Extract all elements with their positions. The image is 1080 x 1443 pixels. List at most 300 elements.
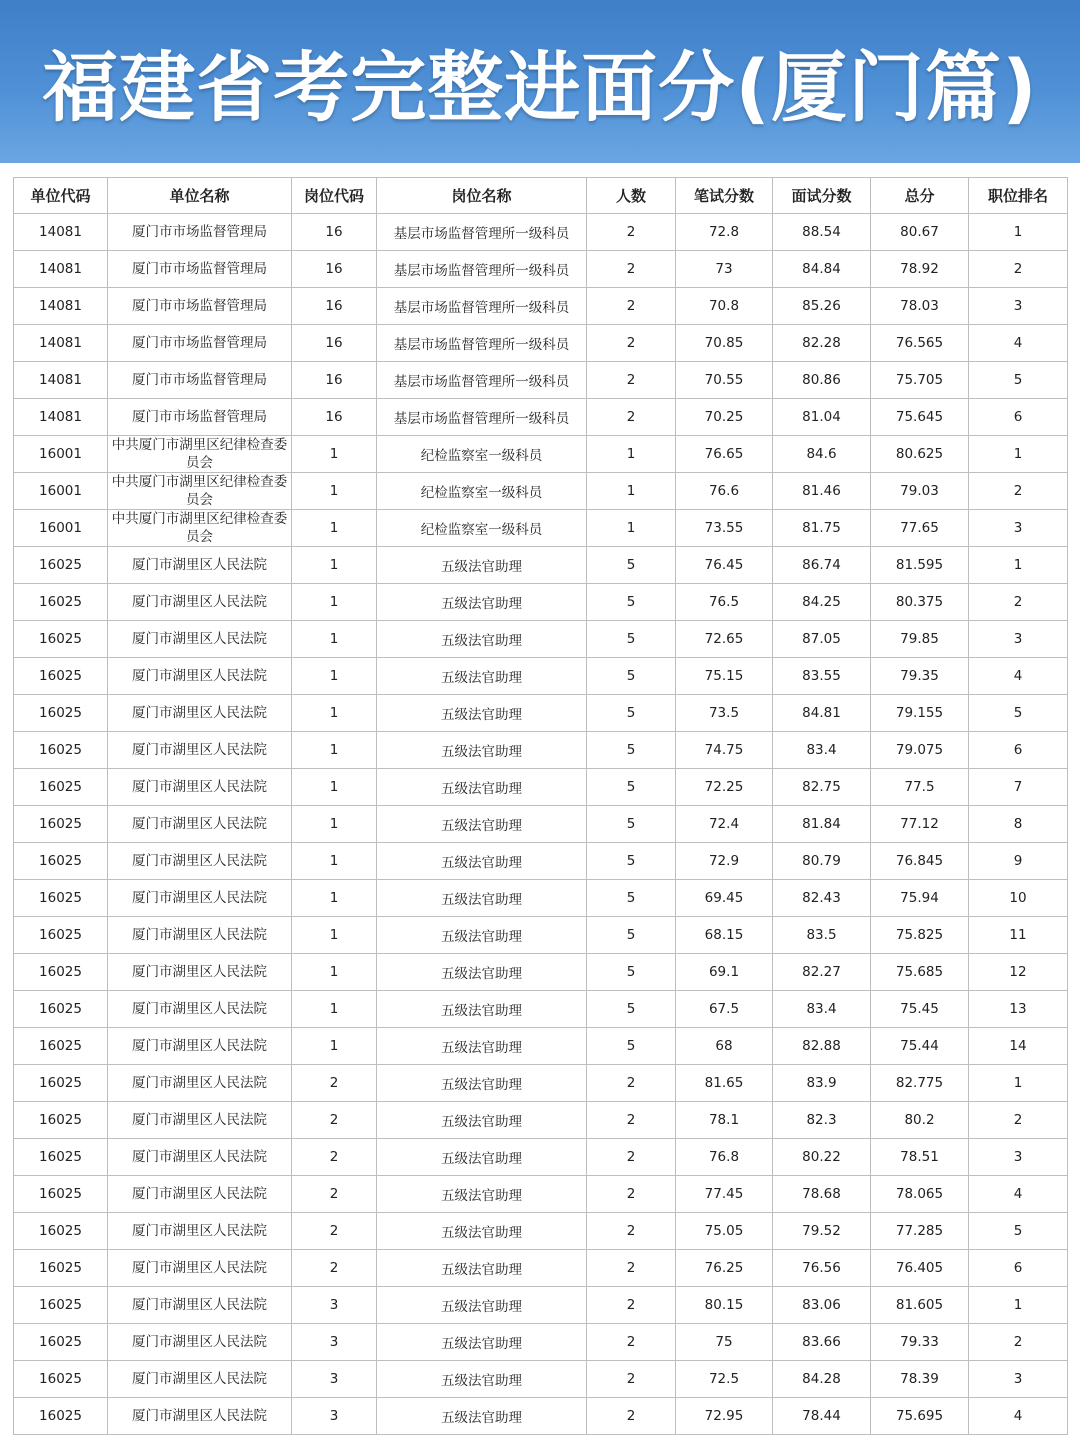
table-row [14,399,1068,436]
cell-headcount: 5 [587,917,676,954]
cell-post-name: 五级法官助理 [377,732,587,769]
cell-written-score: 77.45 [676,1176,773,1213]
table-row [14,1250,1068,1287]
cell-unit-code: 16025 [14,1287,108,1324]
cell-rank: 2 [969,1324,1068,1361]
cell-written-score: 70.55 [676,362,773,399]
cell-unit-name: 厦门市市场监督管理局 [108,399,292,436]
cell-unit-code: 16025 [14,806,108,843]
cell-unit-code: 16025 [14,732,108,769]
cell-unit-name: 厦门市湖里区人民法院 [108,1102,292,1139]
cell-total-score: 80.2 [871,1102,969,1139]
table-row [14,1139,1068,1176]
table-row [14,1176,1068,1213]
cell-headcount: 2 [587,1102,676,1139]
cell-total-score: 81.605 [871,1287,969,1324]
cell-total-score: 75.45 [871,991,969,1028]
cell-unit-name: 厦门市湖里区人民法院 [108,843,292,880]
cell-rank: 2 [969,1102,1068,1139]
cell-post-name: 五级法官助理 [377,1324,587,1361]
cell-written-score: 76.8 [676,1139,773,1176]
cell-post-name: 基层市场监督管理所一级科员 [377,288,587,325]
cell-unit-code: 16025 [14,1398,108,1435]
cell-post-name: 五级法官助理 [377,917,587,954]
header-unit-name: 单位名称 [108,178,292,214]
cell-post-code: 16 [292,214,377,251]
cell-headcount: 2 [587,1361,676,1398]
cell-rank: 12 [969,954,1068,991]
cell-written-score: 70.8 [676,288,773,325]
cell-post-name: 五级法官助理 [377,843,587,880]
cell-unit-name: 厦门市湖里区人民法院 [108,1398,292,1435]
cell-interview-score: 81.75 [773,510,871,547]
cell-total-score: 76.405 [871,1250,969,1287]
cell-rank: 3 [969,288,1068,325]
cell-headcount: 1 [587,436,676,473]
cell-written-score: 68.15 [676,917,773,954]
header-written-score: 笔试分数 [676,178,773,214]
cell-written-score: 72.9 [676,843,773,880]
cell-headcount: 2 [587,1250,676,1287]
cell-post-code: 1 [292,732,377,769]
header-total-score: 总分 [871,178,969,214]
cell-total-score: 82.775 [871,1065,969,1102]
cell-headcount: 2 [587,1213,676,1250]
cell-written-score: 67.5 [676,991,773,1028]
cell-headcount: 2 [587,325,676,362]
cell-headcount: 5 [587,695,676,732]
score-table [13,177,1068,1435]
cell-post-name: 五级法官助理 [377,621,587,658]
cell-interview-score: 78.68 [773,1176,871,1213]
cell-interview-score: 82.27 [773,954,871,991]
cell-post-name: 五级法官助理 [377,991,587,1028]
cell-written-score: 76.25 [676,1250,773,1287]
cell-total-score: 78.51 [871,1139,969,1176]
cell-rank: 6 [969,732,1068,769]
cell-rank: 14 [969,1028,1068,1065]
cell-written-score: 69.45 [676,880,773,917]
cell-total-score: 79.075 [871,732,969,769]
cell-written-score: 69.1 [676,954,773,991]
cell-post-code: 3 [292,1324,377,1361]
cell-rank: 7 [969,769,1068,806]
cell-interview-score: 84.28 [773,1361,871,1398]
table-row [14,362,1068,399]
cell-interview-score: 78.44 [773,1398,871,1435]
cell-rank: 10 [969,880,1068,917]
cell-total-score: 77.12 [871,806,969,843]
cell-unit-code: 16025 [14,1065,108,1102]
cell-total-score: 78.03 [871,288,969,325]
cell-rank: 1 [969,547,1068,584]
table-row [14,325,1068,362]
cell-post-code: 2 [292,1250,377,1287]
cell-post-code: 1 [292,547,377,584]
table-row [14,843,1068,880]
cell-post-name: 基层市场监督管理所一级科员 [377,399,587,436]
cell-unit-name: 厦门市湖里区人民法院 [108,1213,292,1250]
cell-interview-score: 83.4 [773,991,871,1028]
cell-headcount: 5 [587,547,676,584]
cell-post-code: 3 [292,1398,377,1435]
cell-written-score: 72.4 [676,806,773,843]
table-body [14,214,1068,1435]
cell-total-score: 77.5 [871,769,969,806]
title-banner [0,0,1080,163]
cell-post-code: 1 [292,621,377,658]
cell-post-name: 五级法官助理 [377,1176,587,1213]
cell-unit-code: 16001 [14,510,108,547]
cell-interview-score: 82.28 [773,325,871,362]
cell-written-score: 72.65 [676,621,773,658]
cell-post-name: 五级法官助理 [377,954,587,991]
cell-headcount: 1 [587,473,676,510]
cell-unit-name: 厦门市市场监督管理局 [108,214,292,251]
cell-unit-code: 16025 [14,584,108,621]
table-row [14,288,1068,325]
cell-written-score: 74.75 [676,732,773,769]
table-row [14,880,1068,917]
cell-written-score: 76.5 [676,584,773,621]
cell-post-name: 五级法官助理 [377,1287,587,1324]
cell-unit-code: 16025 [14,1324,108,1361]
cell-post-name: 五级法官助理 [377,1139,587,1176]
cell-rank: 8 [969,806,1068,843]
cell-rank: 5 [969,362,1068,399]
cell-headcount: 5 [587,584,676,621]
table-row [14,1398,1068,1435]
cell-interview-score: 85.26 [773,288,871,325]
cell-post-code: 2 [292,1065,377,1102]
cell-rank: 11 [969,917,1068,954]
cell-total-score: 79.33 [871,1324,969,1361]
cell-headcount: 2 [587,251,676,288]
cell-total-score: 75.44 [871,1028,969,1065]
table-row [14,251,1068,288]
cell-post-code: 2 [292,1213,377,1250]
cell-post-name: 纪检监察室一级科员 [377,510,587,547]
cell-unit-name: 厦门市湖里区人民法院 [108,1176,292,1213]
cell-headcount: 2 [587,362,676,399]
cell-unit-name: 厦门市市场监督管理局 [108,251,292,288]
table-row [14,1102,1068,1139]
cell-rank: 1 [969,436,1068,473]
cell-post-name: 五级法官助理 [377,1028,587,1065]
cell-unit-name: 厦门市湖里区人民法院 [108,806,292,843]
cell-post-name: 五级法官助理 [377,547,587,584]
table-row [14,732,1068,769]
table-row [14,954,1068,991]
cell-interview-score: 79.52 [773,1213,871,1250]
cell-post-name: 基层市场监督管理所一级科员 [377,251,587,288]
cell-total-score: 75.94 [871,880,969,917]
cell-rank: 5 [969,1213,1068,1250]
cell-total-score: 75.825 [871,917,969,954]
cell-post-name: 基层市场监督管理所一级科员 [377,325,587,362]
cell-post-name: 五级法官助理 [377,1213,587,1250]
cell-total-score: 79.155 [871,695,969,732]
cell-total-score: 80.67 [871,214,969,251]
cell-post-code: 1 [292,1028,377,1065]
cell-post-name: 五级法官助理 [377,880,587,917]
cell-headcount: 5 [587,658,676,695]
cell-total-score: 76.845 [871,843,969,880]
table-row [14,1213,1068,1250]
header-unit-code: 单位代码 [14,178,108,214]
table-row [14,695,1068,732]
cell-unit-code: 14081 [14,251,108,288]
cell-total-score: 77.65 [871,510,969,547]
cell-post-name: 五级法官助理 [377,695,587,732]
cell-total-score: 79.03 [871,473,969,510]
cell-interview-score: 82.88 [773,1028,871,1065]
cell-interview-score: 84.6 [773,436,871,473]
cell-rank: 2 [969,473,1068,510]
cell-unit-code: 16025 [14,1102,108,1139]
cell-headcount: 5 [587,880,676,917]
cell-rank: 3 [969,1139,1068,1176]
cell-written-score: 72.95 [676,1398,773,1435]
table-row [14,1065,1068,1102]
cell-unit-code: 14081 [14,362,108,399]
header-post-name: 岗位名称 [377,178,587,214]
cell-unit-code: 16001 [14,473,108,510]
cell-post-code: 2 [292,1102,377,1139]
cell-written-score: 70.25 [676,399,773,436]
cell-post-code: 1 [292,769,377,806]
cell-post-code: 1 [292,954,377,991]
score-table-wrapper [13,177,1068,1435]
header-rank: 职位排名 [969,178,1068,214]
cell-total-score: 75.645 [871,399,969,436]
cell-unit-code: 16025 [14,1250,108,1287]
cell-interview-score: 83.55 [773,658,871,695]
table-row [14,214,1068,251]
cell-post-code: 1 [292,843,377,880]
cell-unit-code: 16025 [14,991,108,1028]
table-row [14,917,1068,954]
cell-unit-code: 16025 [14,769,108,806]
cell-headcount: 2 [587,399,676,436]
cell-written-score: 72.25 [676,769,773,806]
cell-unit-name: 厦门市湖里区人民法院 [108,880,292,917]
cell-rank: 3 [969,621,1068,658]
cell-total-score: 78.39 [871,1361,969,1398]
cell-unit-code: 16025 [14,1139,108,1176]
table-row [14,510,1068,547]
cell-interview-score: 88.54 [773,214,871,251]
cell-interview-score: 82.43 [773,880,871,917]
cell-written-score: 72.8 [676,214,773,251]
cell-post-code: 3 [292,1361,377,1398]
cell-interview-score: 84.84 [773,251,871,288]
cell-unit-name: 厦门市湖里区人民法院 [108,584,292,621]
cell-headcount: 2 [587,1287,676,1324]
cell-post-name: 五级法官助理 [377,658,587,695]
cell-rank: 2 [969,251,1068,288]
cell-rank: 1 [969,1287,1068,1324]
cell-unit-code: 16025 [14,547,108,584]
table-row [14,473,1068,510]
cell-post-code: 1 [292,695,377,732]
cell-post-code: 16 [292,288,377,325]
cell-unit-code: 14081 [14,288,108,325]
cell-post-name: 纪检监察室一级科员 [377,436,587,473]
cell-interview-score: 81.04 [773,399,871,436]
cell-post-code: 16 [292,399,377,436]
cell-total-score: 79.85 [871,621,969,658]
cell-unit-code: 14081 [14,214,108,251]
table-row [14,658,1068,695]
cell-interview-score: 80.86 [773,362,871,399]
table-row [14,769,1068,806]
table-row [14,621,1068,658]
cell-unit-name: 厦门市湖里区人民法院 [108,621,292,658]
cell-post-code: 16 [292,251,377,288]
cell-unit-name: 厦门市湖里区人民法院 [108,954,292,991]
cell-post-name: 五级法官助理 [377,806,587,843]
table-row [14,436,1068,473]
cell-unit-name: 厦门市市场监督管理局 [108,362,292,399]
cell-rank: 3 [969,510,1068,547]
cell-unit-name: 厦门市湖里区人民法院 [108,1324,292,1361]
cell-post-name: 五级法官助理 [377,769,587,806]
table-row [14,806,1068,843]
cell-headcount: 2 [587,1324,676,1361]
header-row [14,178,1068,214]
cell-headcount: 5 [587,769,676,806]
cell-rank: 6 [969,1250,1068,1287]
cell-post-code: 16 [292,362,377,399]
cell-unit-code: 14081 [14,399,108,436]
cell-unit-code: 14081 [14,325,108,362]
cell-unit-name: 厦门市市场监督管理局 [108,288,292,325]
cell-unit-code: 16025 [14,1028,108,1065]
cell-post-code: 16 [292,325,377,362]
cell-unit-name: 厦门市湖里区人民法院 [108,1250,292,1287]
cell-rank: 4 [969,658,1068,695]
cell-unit-code: 16025 [14,1213,108,1250]
cell-rank: 6 [969,399,1068,436]
cell-interview-score: 82.75 [773,769,871,806]
cell-total-score: 80.625 [871,436,969,473]
cell-unit-name: 厦门市湖里区人民法院 [108,1028,292,1065]
cell-interview-score: 84.81 [773,695,871,732]
cell-written-score: 70.85 [676,325,773,362]
cell-written-score: 76.65 [676,436,773,473]
cell-rank: 5 [969,695,1068,732]
cell-headcount: 5 [587,1028,676,1065]
cell-headcount: 2 [587,1065,676,1102]
cell-total-score: 75.695 [871,1398,969,1435]
cell-post-name: 五级法官助理 [377,1250,587,1287]
cell-unit-code: 16025 [14,954,108,991]
cell-written-score: 76.45 [676,547,773,584]
cell-unit-name: 厦门市湖里区人民法院 [108,917,292,954]
cell-unit-code: 16025 [14,621,108,658]
cell-total-score: 78.92 [871,251,969,288]
cell-rank: 9 [969,843,1068,880]
table-row [14,1287,1068,1324]
cell-rank: 1 [969,214,1068,251]
cell-total-score: 77.285 [871,1213,969,1250]
table-row [14,1028,1068,1065]
cell-post-name: 五级法官助理 [377,1102,587,1139]
table-row [14,991,1068,1028]
cell-unit-code: 16001 [14,436,108,473]
cell-interview-score: 84.25 [773,584,871,621]
cell-unit-name: 厦门市湖里区人民法院 [108,1361,292,1398]
cell-post-code: 1 [292,510,377,547]
cell-headcount: 2 [587,1176,676,1213]
cell-post-name: 基层市场监督管理所一级科员 [377,214,587,251]
cell-written-score: 73.55 [676,510,773,547]
cell-written-score: 73.5 [676,695,773,732]
cell-rank: 2 [969,584,1068,621]
table-row [14,1361,1068,1398]
cell-post-code: 2 [292,1176,377,1213]
table-row [14,547,1068,584]
cell-headcount: 5 [587,806,676,843]
cell-headcount: 5 [587,954,676,991]
cell-post-name: 五级法官助理 [377,1065,587,1102]
header-post-code: 岗位代码 [292,178,377,214]
cell-post-name: 五级法官助理 [377,584,587,621]
cell-unit-name: 中共厦门市湖里区纪律检查委员会 [108,436,292,473]
cell-unit-name: 厦门市湖里区人民法院 [108,1139,292,1176]
cell-written-score: 81.65 [676,1065,773,1102]
cell-written-score: 72.5 [676,1361,773,1398]
cell-written-score: 68 [676,1028,773,1065]
cell-rank: 4 [969,325,1068,362]
cell-post-code: 3 [292,1287,377,1324]
cell-headcount: 2 [587,1139,676,1176]
cell-post-code: 1 [292,880,377,917]
cell-total-score: 80.375 [871,584,969,621]
cell-rank: 3 [969,1361,1068,1398]
cell-unit-name: 厦门市湖里区人民法院 [108,1287,292,1324]
cell-post-code: 1 [292,806,377,843]
cell-unit-code: 16025 [14,1361,108,1398]
page-title: 福建省考完整进面分(厦门篇) [42,43,1038,132]
cell-interview-score: 83.4 [773,732,871,769]
cell-interview-score: 81.84 [773,806,871,843]
cell-written-score: 75.15 [676,658,773,695]
cell-unit-code: 16025 [14,880,108,917]
cell-interview-score: 80.22 [773,1139,871,1176]
cell-interview-score: 83.66 [773,1324,871,1361]
cell-written-score: 75 [676,1324,773,1361]
cell-post-code: 1 [292,436,377,473]
cell-headcount: 5 [587,843,676,880]
cell-post-code: 1 [292,584,377,621]
cell-unit-name: 厦门市湖里区人民法院 [108,1065,292,1102]
cell-rank: 1 [969,1065,1068,1102]
cell-unit-code: 16025 [14,917,108,954]
cell-written-score: 78.1 [676,1102,773,1139]
cell-rank: 4 [969,1398,1068,1435]
cell-unit-code: 16025 [14,843,108,880]
cell-headcount: 2 [587,1398,676,1435]
cell-unit-code: 16025 [14,658,108,695]
cell-unit-name: 厦门市湖里区人民法院 [108,769,292,806]
cell-interview-score: 81.46 [773,473,871,510]
cell-post-code: 1 [292,991,377,1028]
cell-rank: 13 [969,991,1068,1028]
cell-post-name: 纪检监察室一级科员 [377,473,587,510]
cell-headcount: 2 [587,288,676,325]
